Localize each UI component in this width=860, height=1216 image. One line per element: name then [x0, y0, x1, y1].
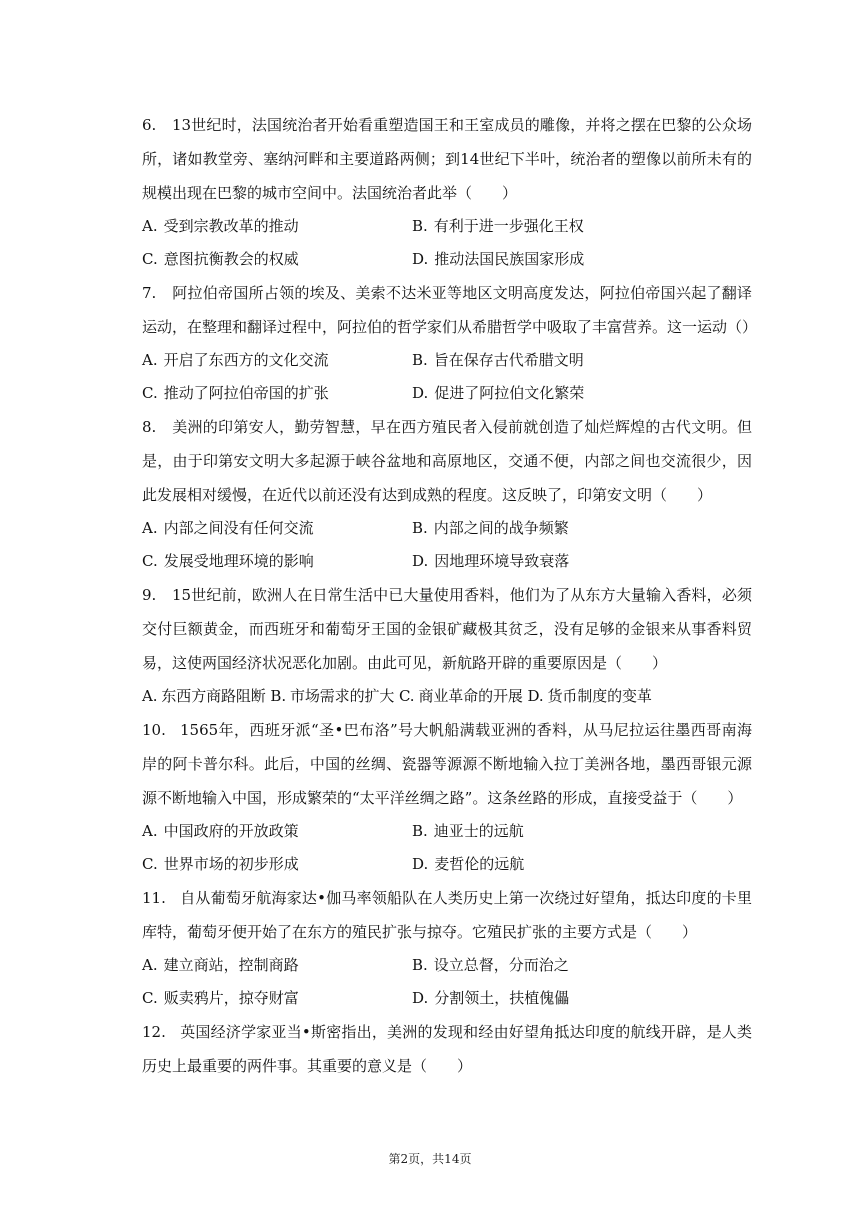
question-9: [142, 578, 752, 680]
options-6: [142, 210, 752, 276]
question-stem: 美洲的印第安人，勤劳智慧，早在西方殖民者入侵前就创造了灿烂辉煌的古代文明。但是，由于印第安文明大多起源于峡谷盆地和高原地区，交通不便，内部之间也交流很少，因此发展相对缓慢，在近代以前还没有达到成熟的程度。这反映了，印第安文明（ ）: [142, 418, 752, 504]
option-b[interactable]: B. 设立总督，分而治之: [412, 956, 569, 974]
option-a[interactable]: A. 受到宗教改革的推动: [142, 217, 299, 235]
option-d[interactable]: D. 麦哲伦的远航: [412, 855, 525, 873]
option-d[interactable]: D. 因地理环境导致衰落: [412, 552, 570, 570]
option-b[interactable]: B. 有利于进一步强化王权: [412, 217, 584, 235]
page-footer: 第2页，共14页: [388, 1152, 472, 1166]
option-a[interactable]: A. 建立商站，控制商路: [142, 956, 299, 974]
question-12: [142, 1015, 752, 1083]
option-b[interactable]: B. 市场需求的扩大: [270, 687, 395, 705]
option-c[interactable]: C. 意图抗衡教会的权威: [142, 250, 299, 268]
option-c[interactable]: C. 贩卖鸦片，掠夺财富: [142, 989, 299, 1007]
question-number: 8.: [142, 418, 157, 436]
options-7: [142, 344, 752, 410]
option-a[interactable]: A. 开启了东西方的文化交流: [142, 351, 329, 369]
question-8: [142, 410, 752, 512]
option-a[interactable]: A. 东西方商路阻断: [142, 687, 266, 705]
option-d[interactable]: D. 货币制度的变革: [527, 687, 652, 705]
question-stem: 1565年，西班牙派“圣•巴布洛”号大帆船满载亚洲的香料，从马尼拉运往墨西哥南海岸的阿卡普尔科。此后，中国的丝绸、瓷器等源源不断地输入拉丁美洲各地，墨西哥银元源源不断地输入中国，形成繁荣的“太平洋丝绸之路”。这条丝路的形成，直接受益于（ ）: [142, 721, 752, 807]
option-c[interactable]: C. 商业革命的开展: [398, 687, 523, 705]
option-b[interactable]: B. 旨在保存古代希腊文明: [412, 351, 584, 369]
question-stem: 13世纪时，法国统治者开始看重塑造国王和王室成员的雕像，并将之摆在巴黎的公众场所，诸如教堂旁、塞纳河畔和主要道路两侧；到14世纪下半叶，统治者的塑像以前所未有的规模出现在巴黎的城市空间中。法国统治者此举（ ）: [142, 116, 752, 202]
question-number: 9.: [142, 586, 157, 604]
question-stem: 15世纪前，欧洲人在日常生活中已大量使用香料，他们为了从东方大量输入香料，必须交付巨额黄金，而西班牙和葡萄牙王国的金银矿藏极其贫乏，没有足够的金银来从事香料贸易，这使两国经济状况恶化加剧。由此可见，新航路开辟的重要原因是（ ）: [142, 586, 752, 672]
options-8: [142, 512, 752, 578]
option-b[interactable]: B. 内部之间的战争频繁: [412, 519, 569, 537]
options-9: [142, 680, 752, 713]
option-b[interactable]: B. 迪亚士的远航: [412, 822, 524, 840]
option-c[interactable]: C. 推动了阿拉伯帝国的扩张: [142, 384, 329, 402]
option-d[interactable]: D. 推动法国民族国家形成: [412, 250, 585, 268]
question-number: 6.: [142, 116, 157, 134]
question-number: 7.: [142, 284, 157, 302]
option-c[interactable]: C. 世界市场的初步形成: [142, 855, 299, 873]
option-d[interactable]: D. 分割领土，扶植傀儡: [412, 989, 570, 1007]
question-number: 11.: [142, 889, 166, 907]
question-number: 10.: [142, 721, 166, 739]
question-6: [142, 108, 752, 210]
options-10: [142, 815, 752, 881]
question-stem: 阿拉伯帝国所占领的埃及、美索不达米亚等地区文明高度发达，阿拉伯帝国兴起了翻译运动，在整理和翻译过程中，阿拉伯的哲学家们从希腊哲学中吸取了丰富营养。这一运动（）: [142, 284, 758, 336]
option-c[interactable]: C. 发展受地理环境的影响: [142, 552, 314, 570]
option-a[interactable]: A. 内部之间没有任何交流: [142, 519, 314, 537]
question-number: 12.: [142, 1023, 166, 1041]
question-stem: 自从葡萄牙航海家达•伽马率领船队在人类历史上第一次绕过好望角，抵达印度的卡里库特，葡萄牙便开始了在东方的殖民扩张与掠夺。它殖民扩张的主要方式是（ ）: [142, 889, 752, 941]
question-7: [142, 276, 758, 344]
question-list: [142, 108, 758, 1083]
question-10: [142, 713, 752, 815]
option-a[interactable]: A. 中国政府的开放政策: [142, 822, 299, 840]
question-stem: 英国经济学家亚当•斯密指出，美洲的发现和经由好望角抵达印度的航线开辟，是人类历史上最重要的两件事。其重要的意义是（ ）: [142, 1023, 752, 1075]
question-11: [142, 881, 752, 949]
option-d[interactable]: D. 促进了阿拉伯文化繁荣: [412, 384, 585, 402]
options-11: [142, 949, 752, 1015]
